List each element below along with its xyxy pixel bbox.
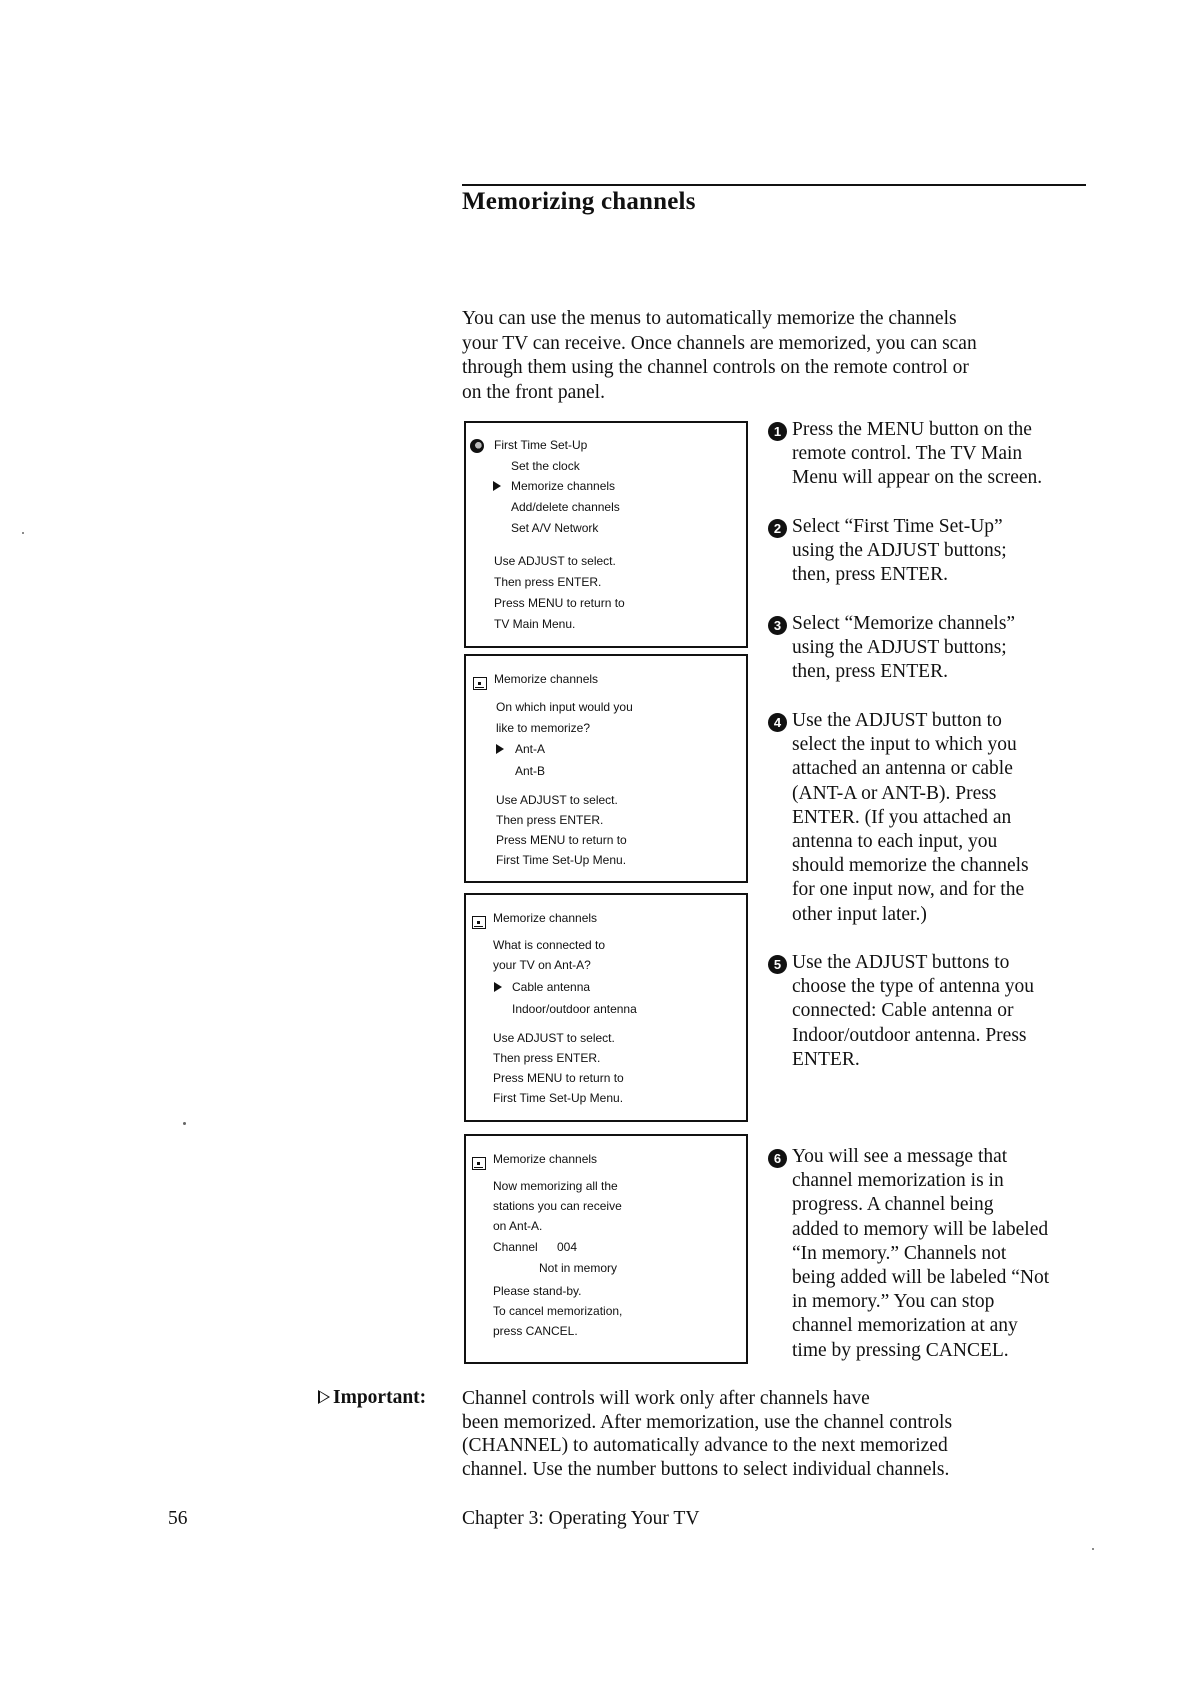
- channel-label: Channel: [493, 1240, 538, 1254]
- screen-prompt: on Ant-A.: [493, 1219, 543, 1233]
- screen-prompt: your TV on Ant-A?: [493, 958, 591, 972]
- screen-prompt: What is connected to: [493, 938, 606, 952]
- important-note: [462, 1387, 1082, 1481]
- screen-first-time-setup: [464, 421, 748, 648]
- step-line: choose the type of antenna you: [792, 976, 1035, 998]
- screen-instruction: Press MENU to return to: [493, 1071, 624, 1085]
- step-line: Press the MENU button on the: [792, 419, 1032, 440]
- screen-instruction: press CANCEL.: [493, 1324, 578, 1338]
- step-line: Use the ADJUST button to: [792, 710, 1002, 731]
- intro-line: on the front panel.: [462, 381, 605, 403]
- intro-line: You can use the menus to automatically memorize the channels: [462, 308, 957, 329]
- menu-option: Indoor/outdoor antenna: [512, 1002, 637, 1016]
- screen-instruction: Then press ENTER.: [496, 813, 604, 827]
- step-line: channel memorization at any: [792, 1315, 1018, 1337]
- step-line: Select “Memorize channels”: [792, 613, 1016, 634]
- step-line: Menu will appear on the screen.: [792, 467, 1043, 489]
- step-line: select the input to which you: [792, 734, 1017, 756]
- step-line: then, press ENTER.: [792, 564, 948, 586]
- scan-speck: [1092, 1548, 1094, 1550]
- step-line: ENTER. (If you attached an: [792, 806, 1012, 828]
- screen-instruction: Please stand-by.: [493, 1284, 582, 1298]
- screen-prompt: On which input would you: [496, 700, 633, 714]
- menu-option-selected: Memorize channels: [511, 479, 616, 493]
- page-title: Memorizing channels: [462, 188, 696, 215]
- step-line: Indoor/outdoor antenna. Press: [792, 1024, 1027, 1046]
- screen-instruction: Press MENU to return to: [496, 833, 627, 847]
- step-line: You will see a message that: [792, 1146, 1008, 1167]
- screen-prompt: stations you can receive: [493, 1199, 622, 1213]
- step-line: connected: Cable antenna or: [792, 1000, 1014, 1022]
- screen-prompt: Now memorizing all the: [493, 1179, 618, 1193]
- step-line: attached an antenna or cable: [792, 758, 1013, 780]
- screen-title: Memorize channels: [494, 672, 599, 686]
- menu-option-selected: Ant-A: [515, 742, 546, 756]
- step-line: Select “First Time Set-Up”: [792, 516, 1003, 537]
- important-line: been memorized. After memorization, use the channel controls: [462, 1411, 953, 1433]
- triangle-pointer-icon: [318, 1390, 330, 1404]
- step-line: then, press ENTER.: [792, 661, 948, 683]
- step-line: added to memory will be labeled: [792, 1218, 1049, 1240]
- tv-screen-icon: [472, 1157, 486, 1170]
- screen-instruction: Use ADJUST to select.: [493, 1031, 615, 1045]
- screen-memorize-input: [464, 654, 748, 883]
- memory-status: Not in memory: [539, 1261, 618, 1275]
- step-number-badge: 6: [768, 1149, 787, 1168]
- menu-option: Set A/V Network: [511, 521, 599, 535]
- step-line: (ANT-A or ANT-B). Press: [792, 782, 997, 804]
- step-line: time by pressing CANCEL.: [792, 1339, 1009, 1361]
- step-line: being added will be labeled “Not: [792, 1267, 1050, 1289]
- screen-instruction: To cancel memorization,: [493, 1304, 623, 1318]
- screen-instruction: First Time Set-Up Menu.: [496, 853, 627, 867]
- intro-line: your TV can receive. Once channels are memorized, you can scan: [462, 332, 977, 354]
- step-number-badge: 2: [768, 519, 787, 538]
- screen-memorizing-progress: [464, 1134, 748, 1364]
- step-line: progress. A channel being: [792, 1194, 994, 1216]
- screen-instruction: TV Main Menu.: [494, 617, 576, 631]
- tv-screen-icon: [473, 677, 487, 690]
- screen-title: First Time Set-Up: [494, 438, 588, 452]
- step-number-badge: 4: [768, 713, 787, 732]
- menu-option: Ant-B: [515, 764, 546, 778]
- selection-arrow-icon: [493, 481, 501, 491]
- step-line: channel memorization is in: [792, 1170, 1004, 1192]
- important-line: (CHANNEL) to automatically advance to the next memorized: [462, 1435, 948, 1456]
- step-number-badge: 3: [768, 616, 787, 635]
- channel-number: 004: [557, 1240, 578, 1254]
- menu-option: Add/delete channels: [511, 500, 620, 514]
- menu-option-selected: Cable antenna: [512, 980, 591, 994]
- screen-prompt: like to memorize?: [496, 721, 591, 735]
- intro-paragraph: [462, 307, 1082, 405]
- intro-line: through them using the channel controls on the remote control or: [462, 357, 969, 378]
- step-line: in memory.” You can stop: [792, 1291, 995, 1313]
- selection-arrow-icon: [494, 982, 502, 992]
- screen-instruction: Then press ENTER.: [493, 1051, 601, 1065]
- step-line: other input later.): [792, 903, 927, 925]
- screen-instruction: Press MENU to return to: [494, 596, 625, 610]
- step-line: antenna to each input, you: [792, 831, 998, 853]
- step-line: ENTER.: [792, 1048, 860, 1070]
- screen-instruction: Use ADJUST to select.: [496, 793, 618, 807]
- step-line: remote control. The TV Main: [792, 443, 1023, 465]
- title-rule: [462, 184, 1086, 186]
- screen-memorize-antenna-type: [464, 893, 748, 1122]
- scan-speck: [183, 1122, 186, 1125]
- step-line: using the ADJUST buttons;: [792, 637, 1007, 659]
- selection-arrow-icon: [496, 744, 504, 754]
- step-line: “In memory.” Channels not: [792, 1242, 1007, 1264]
- important-label-text: Important:: [333, 1387, 427, 1408]
- step-number-badge: 5: [768, 955, 787, 974]
- scan-speck: [22, 532, 24, 534]
- important-line: Channel controls will work only after channels have: [462, 1388, 870, 1409]
- tv-screen-icon: [472, 916, 486, 929]
- screen-title: Memorize channels: [493, 911, 598, 925]
- screen-instruction: First Time Set-Up Menu.: [493, 1091, 624, 1105]
- radio-button-icon: [470, 439, 484, 453]
- screen-instruction: Use ADJUST to select.: [494, 554, 616, 568]
- step-number-badge: 1: [768, 422, 787, 441]
- step-line: should memorize the channels: [792, 855, 1029, 877]
- step-line: using the ADJUST buttons;: [792, 540, 1007, 562]
- screen-instruction: Then press ENTER.: [494, 575, 602, 589]
- important-label: [318, 1387, 426, 1409]
- step-line: for one input now, and for the: [792, 879, 1025, 901]
- menu-option: Set the clock: [511, 459, 580, 473]
- screen-title: Memorize channels: [493, 1152, 598, 1166]
- important-line: channel. Use the number buttons to select individual channels.: [462, 1458, 950, 1480]
- chapter-footer: Chapter 3: Operating Your TV: [462, 1508, 700, 1529]
- step-line: Use the ADJUST buttons to: [792, 952, 1010, 973]
- page-number: 56: [168, 1508, 188, 1529]
